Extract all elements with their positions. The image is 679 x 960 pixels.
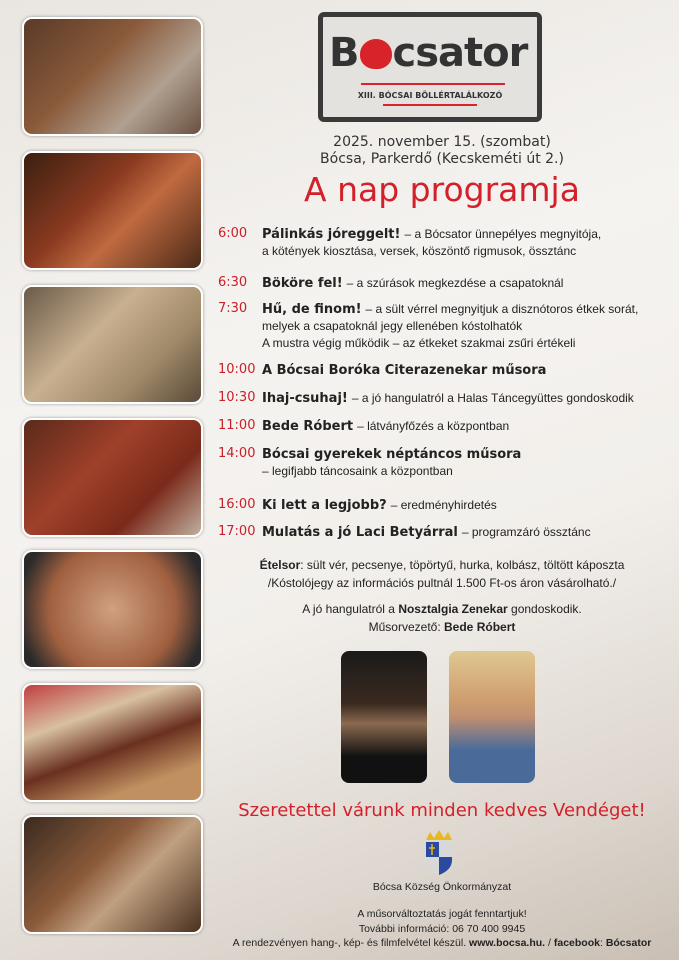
host-label: Műsorvezető: (368, 620, 445, 634)
media-notice (233, 937, 652, 950)
schedule-title: Bede Róbert (262, 419, 354, 434)
facebook-label: facebook (553, 937, 600, 949)
schedule-title: Pálinkás jóreggelt! (262, 227, 401, 242)
schedule-desc: – a szúrások megkezdése a csapatoknál (346, 276, 564, 290)
photo-stuffed-cabbage (22, 550, 203, 669)
event-location: Bócsa, Parkerdő (Kecskeméti út 2.) (320, 151, 564, 167)
schedule-desc: – programzáró össztánc (461, 525, 591, 539)
schedule-line: A mustra végig működik – az étkeket szakmai zsűri értékeli (262, 336, 576, 350)
schedule-item (218, 523, 673, 543)
schedule-time: 14:00 (218, 446, 256, 461)
schedule-line: melyek a csapatoknál jegy ellenében kóstolhatók (262, 319, 523, 333)
logo-wordmark: B csator (329, 30, 528, 76)
event-date: 2025. november 15. (szombat) (333, 134, 551, 150)
schedule-time: 16:00 (218, 497, 256, 512)
music-post: gondoskodik. (507, 602, 582, 616)
schedule-item (218, 300, 673, 361)
schedule-desc: – a jó hangulatról a Halas Táncegyüttes gondoskodik (351, 391, 634, 405)
schedule (218, 225, 673, 543)
org-name: Bócsa Község Önkormányzat (372, 881, 512, 893)
menu-info (205, 556, 679, 592)
photo-cracklings (22, 285, 203, 404)
schedule-line: a kötények kiosztása, versek, köszöntő rigmusok, össztánc (262, 244, 577, 258)
media-text: A rendezvényen hang-, kép- és filmfelvétel készül. (232, 937, 470, 949)
schedule-desc: – látványfőzés a központban (357, 419, 510, 433)
schedule-time: 6:00 (218, 226, 248, 241)
extra-info (205, 556, 679, 636)
schedule-time: 11:00 (218, 418, 256, 433)
schedule-item (218, 496, 673, 523)
schedule-title: Ki lett a legjobb? (262, 498, 387, 513)
schedule-item (218, 274, 673, 300)
music-pre: A jó hangulatról a (302, 602, 399, 616)
schedule-title: Bököre fel! (262, 276, 343, 291)
notice: A műsorváltoztatás jogát fenntartjuk! (357, 908, 527, 920)
photo-sausages (22, 418, 203, 537)
menu-label: Ételsor (259, 558, 301, 572)
footer (205, 881, 679, 950)
portrait-bede-robert (449, 651, 535, 783)
host-name: Bede Róbert (444, 620, 516, 634)
schedule-time: 17:00 (218, 524, 256, 539)
schedule-desc: – a sült vérrel megnyitjuk a disznótoros étkek sorát, (365, 302, 639, 316)
welcome-message: Szeretettel várunk minden kedves Vendéget! (238, 800, 646, 821)
ticket-info: /Kóstolójegy az információs pultnál 1.500 Ft-os áron vásárolható./ (267, 576, 617, 590)
schedule-line: – legifjabb táncosaink a központban (262, 464, 453, 478)
photo-meat-trays (22, 815, 203, 934)
schedule-desc: – eredményhirdetés (390, 498, 497, 512)
schedule-item (218, 445, 673, 496)
schedule-time: 10:30 (218, 390, 256, 405)
schedule-title: Ihaj-csuhaj! (262, 391, 348, 406)
schedule-item (218, 361, 673, 389)
schedule-item (218, 389, 673, 417)
menu-items: : sült vér, pecsenye, töpörtyű, hurka, kolbász, töltött káposzta (300, 558, 625, 572)
schedule-item (218, 225, 673, 274)
schedule-item (218, 417, 673, 445)
schedule-title: Bócsai gyerekek néptáncos műsora (262, 447, 522, 462)
schedule-time: 7:30 (218, 301, 248, 316)
pig-icon (360, 39, 392, 69)
website-link[interactable]: www.bocsa.hu. (469, 937, 546, 949)
coat-of-arms-icon (424, 830, 454, 876)
photo-roast-meat (22, 17, 203, 136)
schedule-time: 6:30 (218, 275, 248, 290)
facebook-link[interactable]: Bócsator (605, 937, 652, 949)
contact-info: További információ: 06 70 400 9945 (358, 923, 526, 935)
bocsator-logo (318, 12, 542, 122)
schedule-title: Hű, de finom! (262, 302, 362, 317)
event-info (205, 134, 679, 168)
photo-meat-platter (22, 683, 203, 802)
photo-grilled-meat (22, 151, 203, 270)
sep: : (599, 937, 606, 949)
schedule-desc: – a Bócsator ünnepélyes megnyitója, (404, 227, 602, 241)
music-info (205, 600, 679, 636)
page-title: A nap programja (304, 170, 580, 209)
schedule-time: 10:00 (218, 362, 256, 377)
logo-subtitle: XIII. BÓCSAI BÖLLÉRTALÁLKOZÓ (357, 91, 503, 100)
portrait-laci-betyar (341, 651, 427, 783)
schedule-title: Mulatás a jó Laci Betyárral (262, 525, 458, 540)
schedule-title: A Bócsai Boróka Citerazenekar műsora (262, 363, 547, 378)
sep: / (545, 937, 554, 949)
band-name: Nosztalgia Zenekar (398, 602, 508, 616)
